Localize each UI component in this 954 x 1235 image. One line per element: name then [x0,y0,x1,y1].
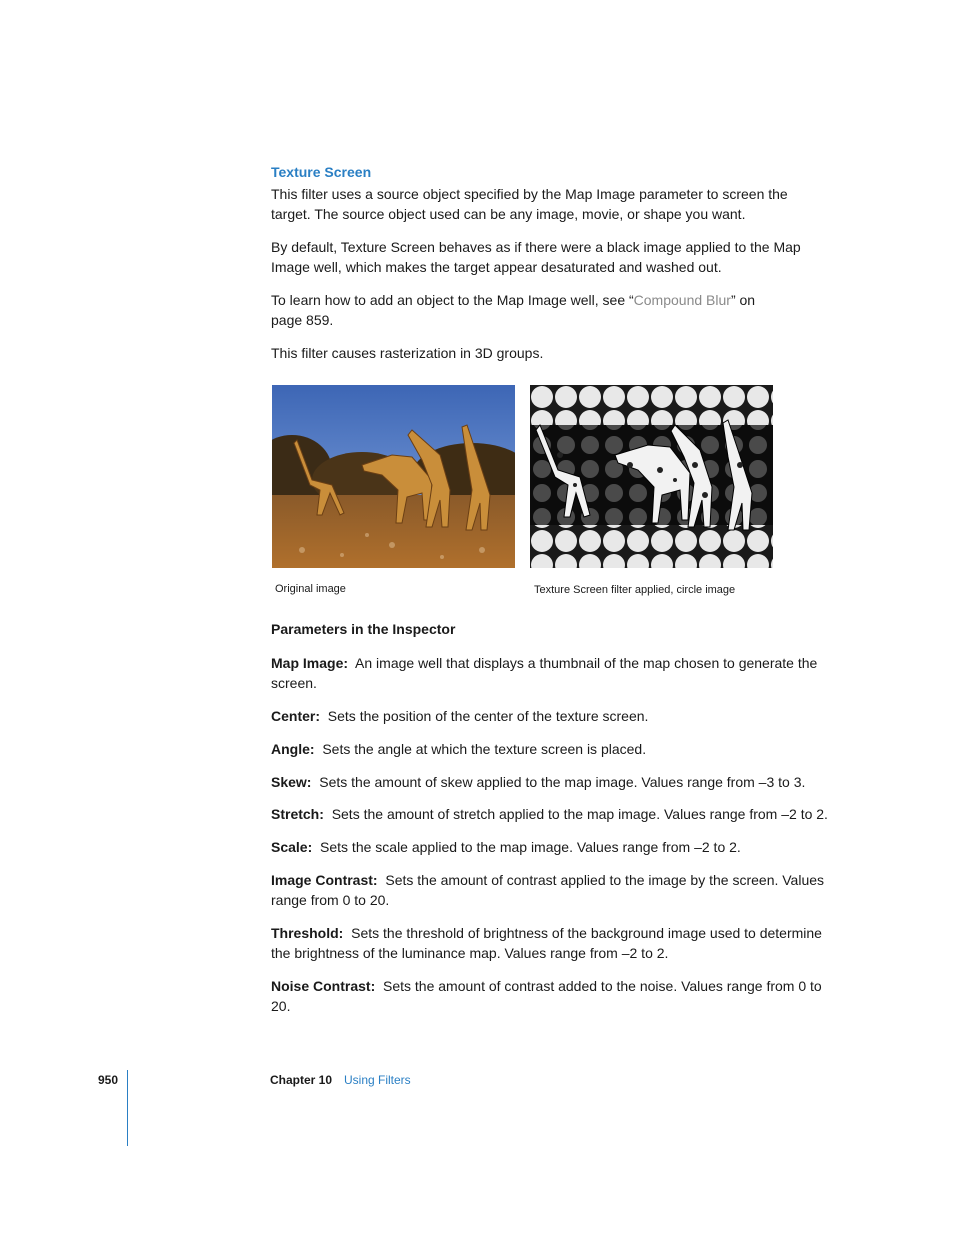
param-name: Noise Contrast: [271,978,376,994]
param-threshold [271,923,831,963]
param-description: Sets the angle at which the texture screen is placed. [322,741,647,757]
page-number: 950 [98,1073,119,1087]
param-map-image [271,653,831,693]
param-name: Skew: [271,774,312,790]
param-image-contrast [271,870,831,910]
param-description: Sets the amount of stretch applied to the map image. Values range from –2 to 2. [331,806,828,822]
parameters-heading: Parameters in the Inspector [271,621,456,637]
chapter-label: Chapter 10 [270,1073,333,1087]
footer-divider [127,1070,128,1146]
param-noise-contrast [271,976,831,1016]
param-description: An image well that displays a thumbnail of the map chosen to generate the screen. [271,655,818,691]
param-name: Image Contrast: [271,872,378,888]
original-giraffe-image [272,385,515,568]
param-name: Threshold: [271,925,344,941]
rasterization-note: This filter causes rasterization in 3D groups. [271,345,544,361]
param-description: Sets the threshold of brightness of the background image used to determine the brightness of the luminance map. Values range from –2 to 2. [271,925,822,961]
param-name: Angle: [271,741,315,757]
param-description: Sets the amount of contrast applied to the image by the screen. Values range from 0 to 20. [271,872,825,908]
param-name: Stretch: [271,806,324,822]
texture-screen-filtered-image [530,385,773,568]
param-name: Scale: [271,839,313,855]
intro-paragraph: This filter uses a source object specified by the Map Image parameter to screen the target. The source object used can be any image, movie, or shape you want. [271,186,788,222]
param-name: Map Image: [271,655,349,671]
param-description: Sets the amount of skew applied to the map image. Values range from –3 to 3. [319,774,806,790]
original-image-caption: Original image [275,583,346,595]
param-description: Sets the amount of contrast added to the noise. Values range from 0 to 20. [271,978,822,1014]
map-image-howto-paragraph [271,290,781,330]
param-scale [271,837,831,857]
param-center [271,706,831,726]
param-angle [271,739,831,759]
param-name: Center: [271,708,321,724]
howto-text-before: To learn how to add an object to the Map Image well, see “ [271,292,634,308]
param-description: Sets the scale applied to the map image. Values range from –2 to 2. [320,839,741,855]
chapter-title-link[interactable]: Using Filters [344,1073,411,1087]
filtered-image-caption: Texture Screen filter applied, circle image [534,584,736,596]
howto-text-after: ” on page 859. [271,292,756,328]
param-stretch [271,804,851,824]
default-behavior-paragraph: By default, Texture Screen behaves as if there were a black image applied to the Map Image well, which makes the target appear desaturated and washed out. [271,239,801,275]
compound-blur-link[interactable]: Compound Blur [633,292,731,308]
param-description: Sets the position of the center of the texture screen. [327,708,649,724]
param-skew [271,772,831,792]
section-title: Texture Screen [271,164,372,180]
